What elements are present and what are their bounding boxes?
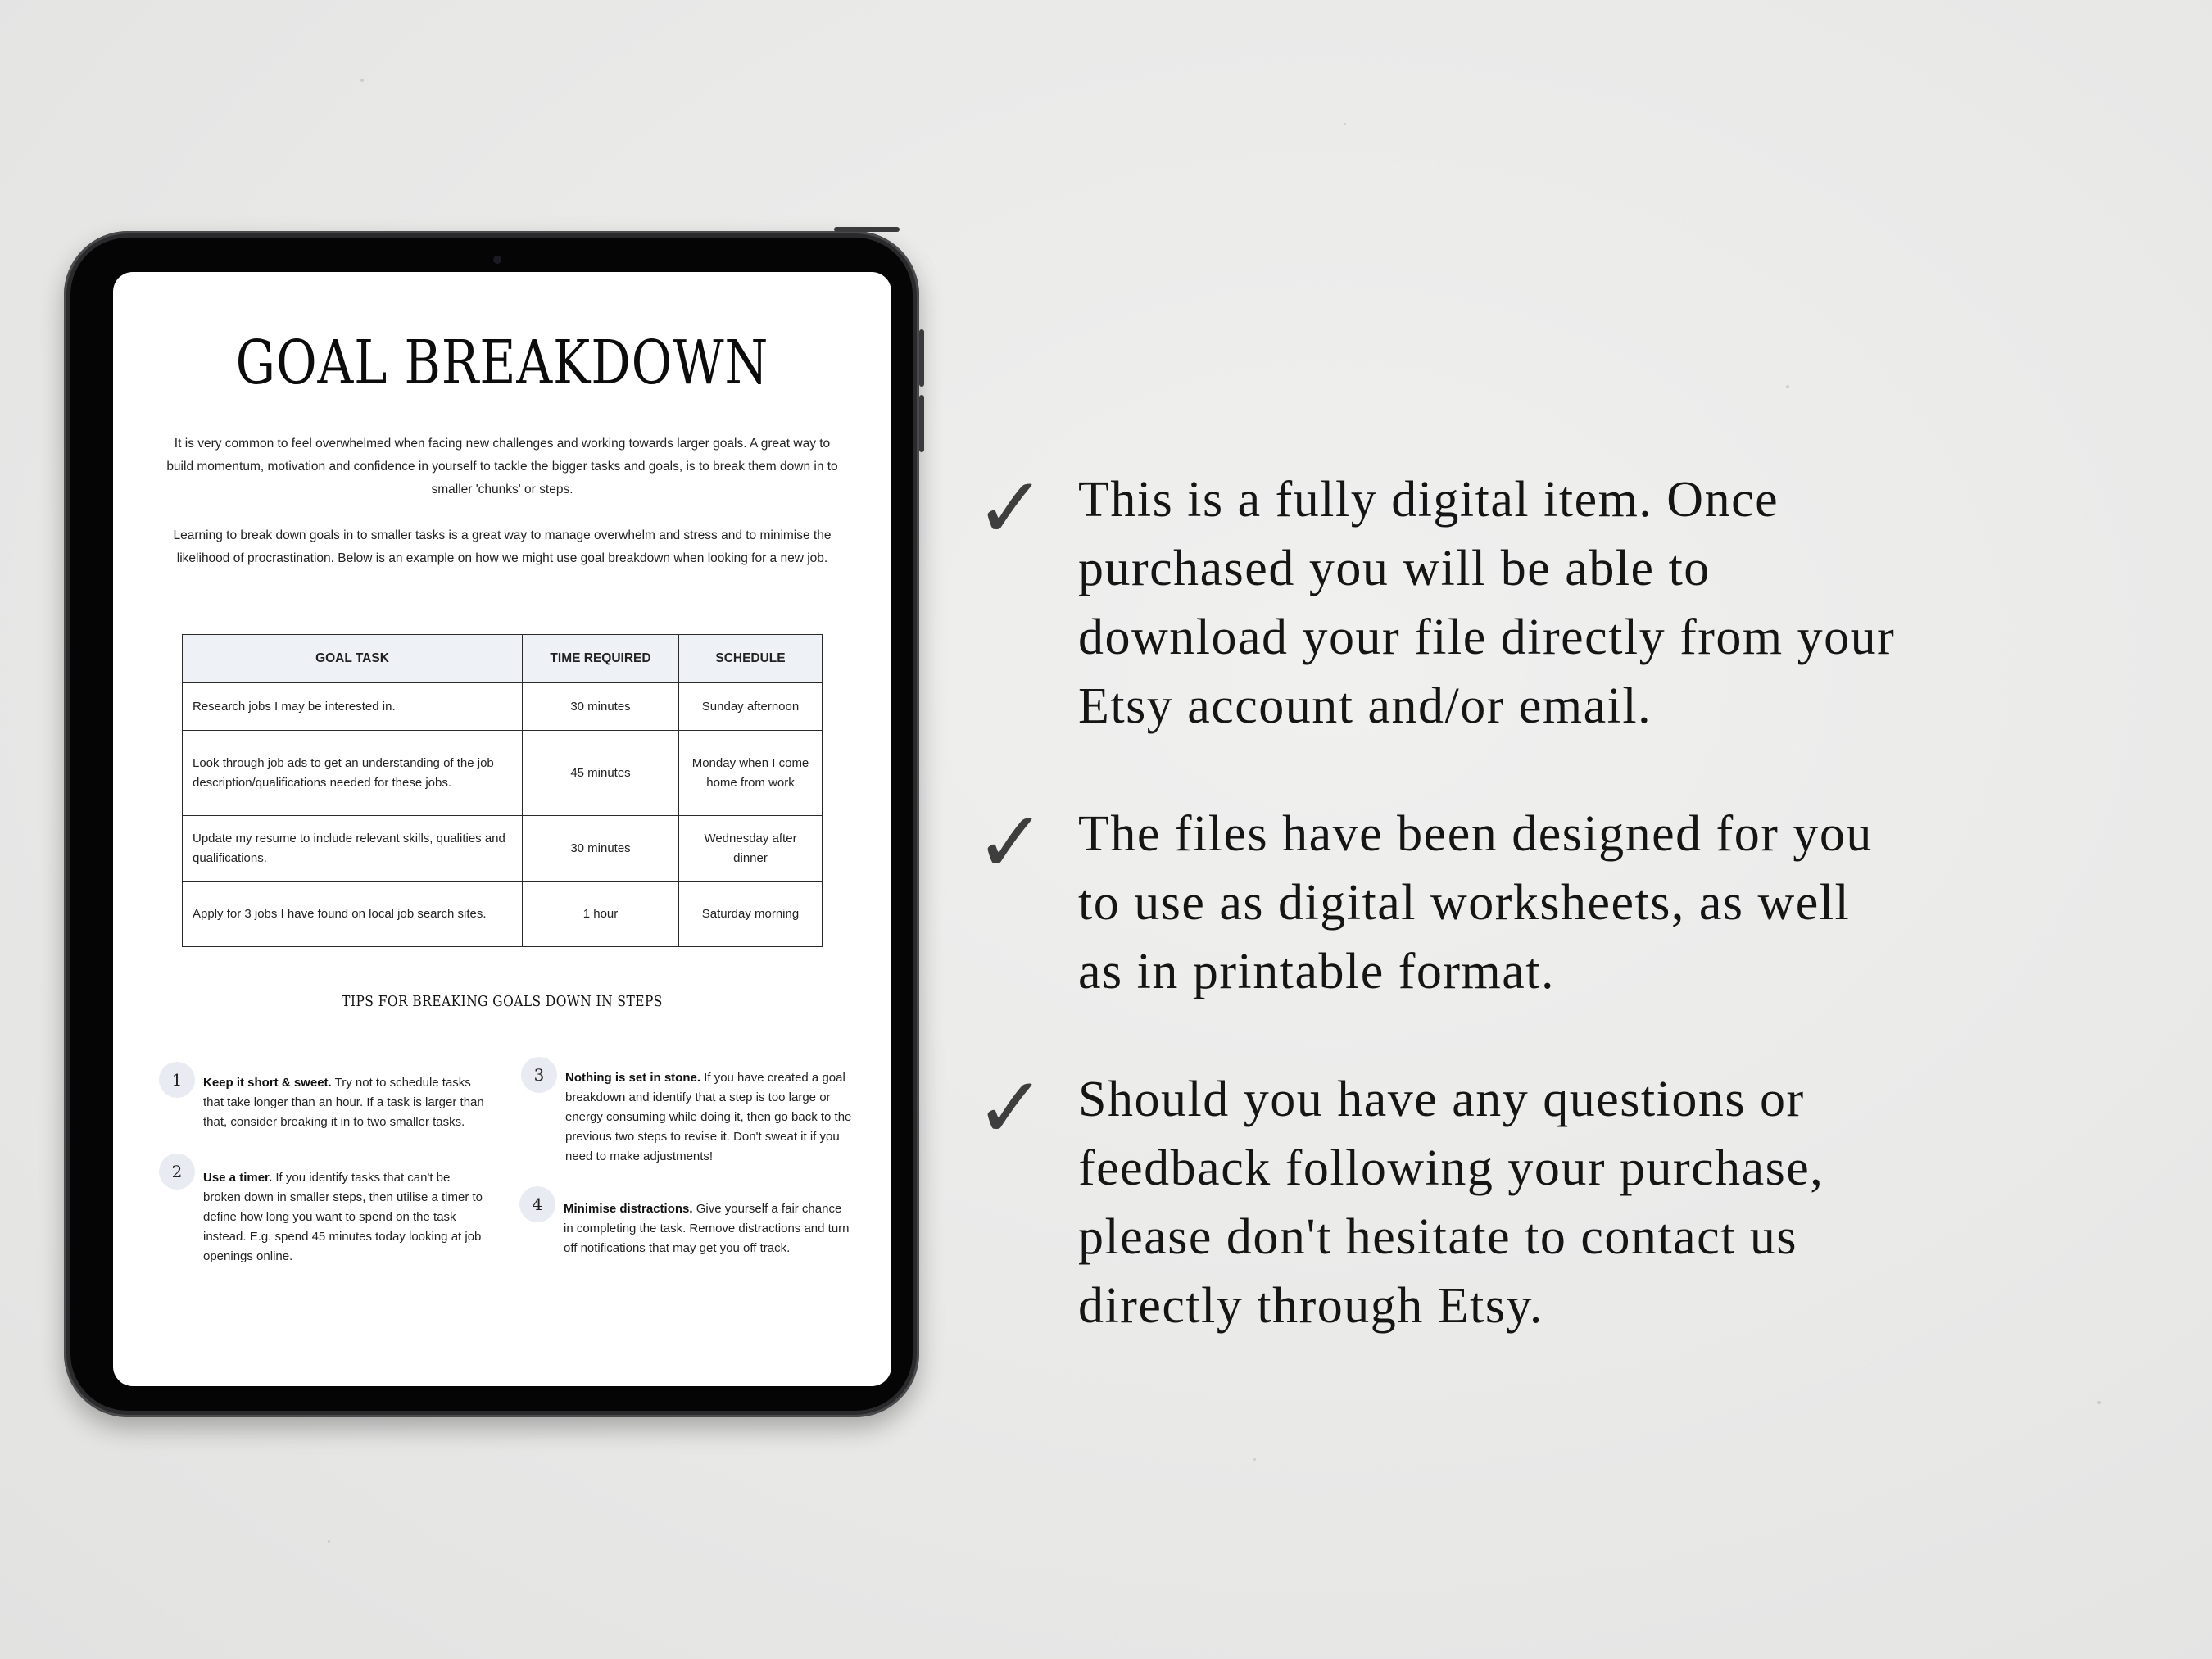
feature-line: The files have been designed for you — [1078, 806, 1873, 862]
table-row — [183, 882, 823, 947]
feature-line: feedback following your purchase, — [1078, 1140, 1824, 1196]
goal-breakdown-table — [182, 634, 823, 947]
table-cell-task: Apply for 3 jobs I have found on local job search sites. — [183, 882, 523, 947]
feature-text — [1078, 465, 1988, 741]
tip-item — [564, 1199, 850, 1258]
tablet-top-button — [834, 227, 900, 232]
table-cell-time: 1 hour — [523, 882, 679, 947]
tip-text: If you have created a goal breakdown and identify that a step is too large or energy consuming while doing it, then go back to the previous two steps to revise it. Don't sweat it if you need to make adjustments! — [565, 1071, 852, 1163]
background-speck — [360, 79, 364, 82]
table-row — [183, 731, 823, 816]
header-goal-task: GOAL TASK — [183, 635, 523, 683]
tip-number-badge: 1 — [159, 1062, 195, 1098]
tablet-side-button — [919, 329, 924, 387]
background-speck — [1344, 123, 1346, 125]
header-schedule: SCHEDULE — [679, 635, 823, 683]
background-speck — [1253, 1458, 1256, 1461]
background-speck — [2097, 1401, 2101, 1404]
tablet-screen — [113, 272, 891, 1386]
background-speck — [328, 1540, 330, 1543]
document-title: GOAL BREAKDOWN — [235, 328, 769, 398]
table-cell-task: Update my resume to include relevant skills, qualities and qualifications. — [183, 816, 523, 882]
checkmark-icon: ✓ — [975, 458, 1047, 558]
feature-text — [1078, 800, 1988, 1006]
camera-icon — [493, 256, 501, 264]
feature-line: Should you have any questions or — [1078, 1072, 1805, 1127]
feature-line: download your file directly from your — [1078, 610, 1896, 665]
tip-item — [203, 1073, 490, 1132]
feature-line: as in printable format. — [1078, 944, 1555, 999]
tip-item — [565, 1068, 852, 1167]
checkmark-icon: ✓ — [975, 1058, 1047, 1158]
table-cell-task: Look through job ads to get an understanding of the job description/qualifications needed for these jobs. — [183, 731, 523, 816]
feature-line: This is a fully digital item. Once — [1078, 472, 1779, 528]
tip-bold-label: Use a timer. — [203, 1171, 273, 1185]
tip-bold-label: Nothing is set in stone. — [565, 1071, 701, 1085]
intro-paragraph-1: It is very common to feel overwhelmed when facing new challenges and working towards larger goals. A great way to build momentum, motivation and confidence in yourself to tackle the bigger tasks and goals, is to break them down in to smaller 'chunks' or steps. — [166, 437, 838, 496]
tip-bold-label: Keep it short & sweet. — [203, 1076, 332, 1090]
table-cell-schedule: Monday when I come home from work — [679, 731, 823, 816]
checkmark-icon: ✓ — [975, 792, 1047, 892]
table-cell-schedule: Wednesday after dinner — [679, 816, 823, 882]
tip-text: Try not to schedule tasks that take longer than an hour. If a task is larger than that, consider breaking it in to two smaller tasks. — [203, 1076, 484, 1129]
tip-number-badge: 2 — [159, 1154, 195, 1190]
feature-text — [1078, 1065, 1988, 1340]
tablet-side-button — [919, 395, 924, 452]
tip-text: Give yourself a fair chance in completing the task. Remove distractions and turn off notifications that may get you off track. — [564, 1202, 850, 1255]
table-header-row — [183, 635, 823, 683]
table-cell-time: 45 minutes — [523, 731, 679, 816]
feature-line: to use as digital worksheets, as well — [1078, 875, 1851, 931]
header-time-required: TIME REQUIRED — [523, 635, 679, 683]
tablet-bezel — [70, 238, 913, 1411]
feature-line: Etsy account and/or email. — [1078, 678, 1652, 734]
intro-paragraph-2: Learning to break down goals in to smaller tasks is a great way to manage overwhelm and stress and to minimise the likelihood of procrastination. Below is an example on how we might use goal breakdown when looking for a new job. — [173, 528, 832, 565]
tip-text: If you identify tasks that can't be broken down in smaller steps, then utilise a timer to define how long you want to spend on the task instead. E.g. spend 45 minutes today looking at job openings online. — [203, 1171, 483, 1263]
tip-bold-label: Minimise distractions. — [564, 1202, 693, 1216]
tip-number-badge: 3 — [521, 1057, 557, 1093]
table-cell-schedule: Saturday morning — [679, 882, 823, 947]
table-cell-task: Research jobs I may be interested in. — [183, 683, 523, 731]
background-speck — [1786, 385, 1789, 388]
tablet-mockup — [64, 231, 919, 1417]
feature-line: directly through Etsy. — [1078, 1278, 1543, 1334]
table-cell-time: 30 minutes — [523, 816, 679, 882]
feature-line: please don't hesitate to contact us — [1078, 1209, 1798, 1265]
table-row — [183, 683, 823, 731]
table-cell-time: 30 minutes — [523, 683, 679, 731]
tip-number-badge: 4 — [519, 1186, 555, 1222]
table-row — [183, 816, 823, 882]
feature-line: purchased you will be able to — [1078, 541, 1711, 596]
tips-heading: TIPS FOR BREAKING GOALS DOWN IN STEPS — [342, 993, 663, 1010]
tip-item — [203, 1168, 490, 1267]
table-cell-schedule: Sunday afternoon — [679, 683, 823, 731]
